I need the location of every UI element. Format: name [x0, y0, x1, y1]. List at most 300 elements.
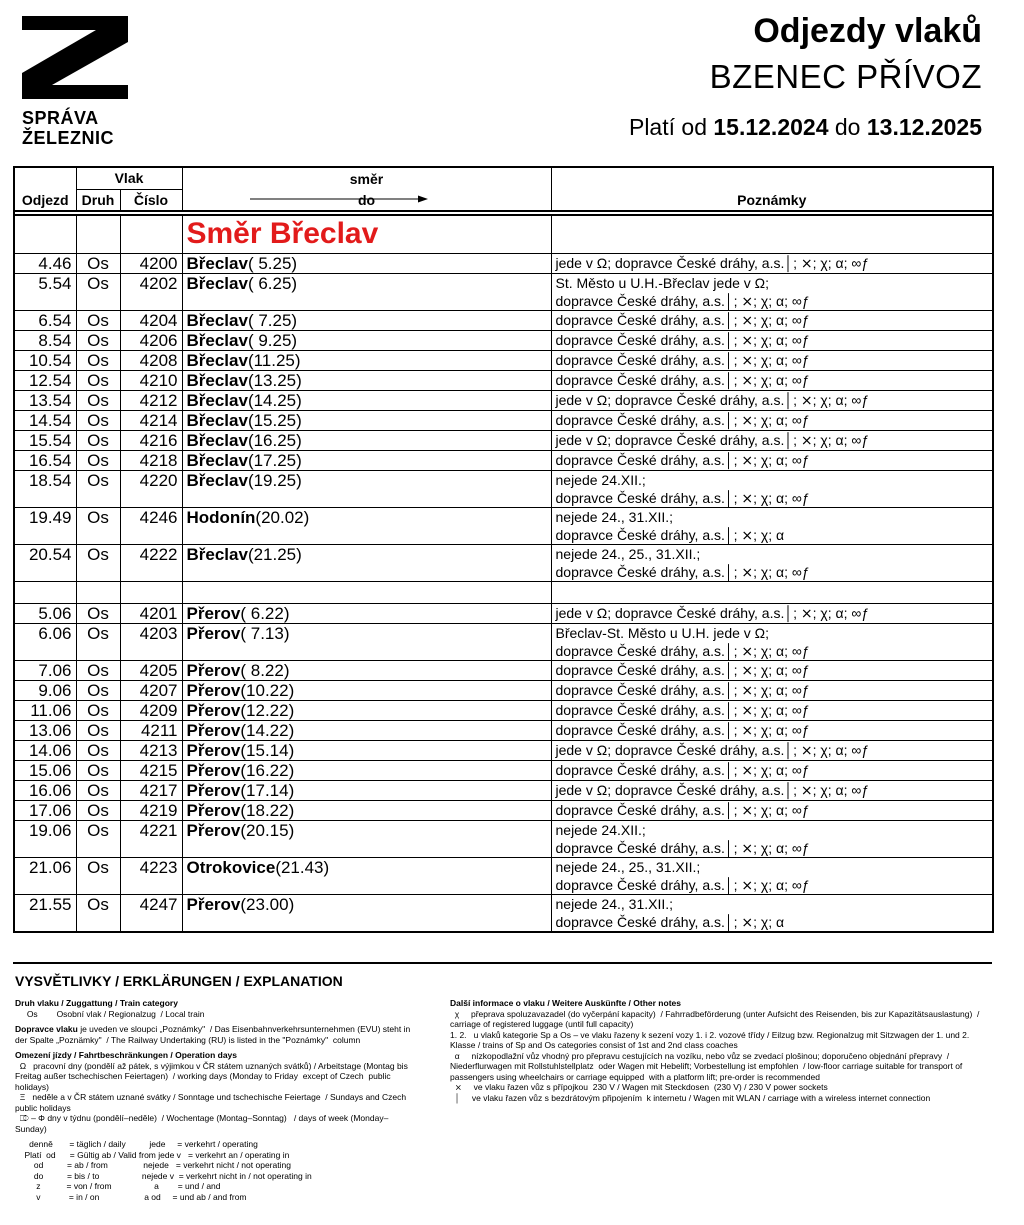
remarks [551, 720, 993, 740]
departure-time: 16.54 [14, 450, 76, 470]
train-category: Os [76, 857, 120, 894]
arrival-time: ( 7.13) [240, 623, 290, 643]
remark-line: dopravce České dráhy, a.s.│; ⨯; χ; α; ∞ƒ [555, 839, 810, 856]
legend-item [15, 1024, 415, 1045]
destination [182, 760, 551, 780]
table-row [14, 507, 993, 544]
legend-note: α nízkopodlažní vůz vhodný pro přepravu cestujících na vozíku, nebo vůz se zvedací plošinou; doporučeno objednání přepravy / Niederflurwagen mit Rollstuhlstellplatz oder Wagen mit Hebelift; Vorbestellung ist empfohlen / low-floor carriage suitable for transport of passengers using wheelchairs or carriage equipped with a platform lift; pre-order is recommended [450, 1050, 965, 1082]
destination-name: Břeclav [186, 430, 248, 450]
departure-time: 6.54 [14, 310, 76, 330]
header-empty [14, 167, 76, 189]
arrival-time: (13.25) [247, 370, 302, 390]
legend-note: 1. 2. u vlaků kategorie Sp a Os – ve vlaku řazeny k sezení vozy 1. i 2. vozové třídy / Eilzug bzw. Regionalzug mit Sitzwagen der 1. und 2. Klasse / trains of Sp and Os categories consist of 1st and 2nd class coaches [450, 1029, 972, 1050]
departure-time: 7.06 [14, 660, 76, 680]
destination-name: Břeclav [186, 544, 248, 564]
remarks [551, 430, 993, 450]
remarks [551, 253, 993, 273]
departure-time: 5.54 [14, 273, 76, 310]
destination-name: Přerov [186, 623, 241, 643]
header-odjezd: Odjezd [14, 189, 76, 211]
train-category: Os [76, 894, 120, 932]
remark-line: dopravce České dráhy, a.s.│; ⨯; χ; α; ∞ƒ [555, 451, 810, 468]
legend-text: z = von / from a = und / and [15, 1181, 221, 1191]
train-number: 4213 [120, 740, 182, 760]
gap-cell [76, 581, 120, 603]
train-category: Os [76, 430, 120, 450]
remark-line: dopravce České dráhy, a.s.│; ⨯; χ; α [555, 526, 785, 543]
arrival-time: ( 6.22) [240, 603, 290, 623]
table-row [14, 680, 993, 700]
departure-time: 21.55 [14, 894, 76, 932]
remark-line: dopravce České dráhy, a.s.│; ⨯; χ; α; ∞ƒ [555, 801, 810, 818]
legend-left [15, 998, 415, 1202]
arrival-time: (11.25) [247, 350, 301, 370]
table-row [14, 273, 993, 310]
train-number: 4223 [120, 857, 182, 894]
train-number: 4214 [120, 410, 182, 430]
legend-text: Platí od = Gültig ab / Valid from jede v = verkehrt an / operating in [15, 1149, 290, 1160]
table-row [14, 470, 993, 507]
timetable [13, 166, 994, 933]
valid-to: 13.12.2025 [866, 114, 982, 140]
remark-line: nejede 24., 25., 31.XII.; [555, 545, 701, 562]
train-category: Os [76, 370, 120, 390]
table-row [14, 894, 993, 932]
destination-name: Břeclav [186, 450, 248, 470]
arrival-time: (16.22) [240, 760, 295, 780]
remark-line: dopravce České dráhy, a.s.│; ⨯; χ; α; ∞ƒ [555, 351, 810, 368]
destination-name: Přerov [186, 680, 241, 700]
legend-item [15, 1192, 415, 1203]
header-vlak: Vlak [76, 167, 182, 189]
train-number: 4219 [120, 800, 182, 820]
arrival-time: (17.14) [240, 780, 295, 800]
train-category: Os [76, 450, 120, 470]
departure-time: 14.54 [14, 410, 76, 430]
table-row [14, 390, 993, 410]
departure-time: 9.06 [14, 680, 76, 700]
legend-text: do = bis / to nejede v = verkehrt nicht in / not operating in [15, 1170, 312, 1181]
remarks [551, 544, 993, 581]
departure-time: 4.46 [14, 253, 76, 273]
header-do: do [182, 189, 551, 211]
arrival-time: ( 6.25) [247, 273, 298, 293]
legend-bold: Druh vlaku / Zuggattung / Train category [15, 998, 178, 1008]
train-number: 4216 [120, 430, 182, 450]
train-number: 4220 [120, 470, 182, 507]
legend-item [15, 1139, 415, 1150]
departure-time: 18.54 [14, 470, 76, 507]
destination [182, 450, 551, 470]
remarks [551, 740, 993, 760]
destination-name: Přerov [186, 760, 241, 780]
section-gap [14, 581, 993, 603]
train-category: Os [76, 470, 120, 507]
remark-line: dopravce České dráhy, a.s.│; ⨯; χ; α; ∞ƒ [555, 701, 810, 718]
legend-text: ⎄ – Φ dny v týdnu (pondělí–neděle) / Wochentage (Montag–Sonntag) / days of week (Monday–Sunday) [15, 1113, 389, 1134]
legend-item [15, 1009, 415, 1020]
table-row [14, 430, 993, 450]
valid-from: 15.12.2024 [713, 114, 829, 140]
train-number: 4207 [120, 680, 182, 700]
destination-name: Přerov [186, 720, 241, 740]
table-row [14, 820, 993, 857]
remark-line: dopravce České dráhy, a.s.│; ⨯; χ; α; ∞ƒ [555, 563, 810, 580]
train-number: 4221 [120, 820, 182, 857]
train-number: 4200 [120, 253, 182, 273]
remarks [551, 410, 993, 430]
departure-time: 15.54 [14, 430, 76, 450]
remarks [551, 450, 993, 470]
train-number: 4217 [120, 780, 182, 800]
legend-item [15, 1092, 415, 1113]
destination [182, 660, 551, 680]
arrival-time: ( 5.25) [247, 253, 298, 273]
logo-line-2: ŽELEZNIC [22, 128, 114, 148]
destination-name: Břeclav [186, 370, 248, 390]
destination [182, 603, 551, 623]
remark-line: jede v Ω; dopravce České dráhy, a.s.│; ⨯; χ; α; ∞ƒ [555, 431, 870, 448]
remark-line: nejede 24.XII.; [555, 471, 646, 488]
destination-name: Přerov [186, 660, 241, 680]
train-category: Os [76, 720, 120, 740]
destination-name: Břeclav [186, 253, 248, 273]
table-row [14, 310, 993, 330]
train-category: Os [76, 350, 120, 370]
remarks [551, 330, 993, 350]
train-number: 4222 [120, 544, 182, 581]
dir-cell [14, 215, 76, 253]
legend-right-title: Další informace o vlaku / Weitere Auskünfte / Other notes [450, 998, 681, 1008]
table-row [14, 740, 993, 760]
legend-bold: Omezení jízdy / Fahrtbeschränkungen / Operation days [15, 1050, 237, 1060]
destination [182, 544, 551, 581]
destination [182, 350, 551, 370]
remark-line: nejede 24., 25., 31.XII.; [555, 858, 701, 875]
train-number: 4206 [120, 330, 182, 350]
arrival-time: (17.25) [247, 450, 302, 470]
train-number: 4218 [120, 450, 182, 470]
arrival-time: (10.22) [240, 680, 295, 700]
destination-name: Přerov [186, 800, 241, 820]
table-row [14, 720, 993, 740]
train-category: Os [76, 623, 120, 660]
departure-time: 12.54 [14, 370, 76, 390]
table-row [14, 800, 993, 820]
remark-line: dopravce České dráhy, a.s.│; ⨯; χ; α; ∞ƒ [555, 371, 810, 388]
destination-name: Břeclav [186, 410, 248, 430]
departure-time: 15.06 [14, 760, 76, 780]
remark-line: dopravce České dráhy, a.s.│; ⨯; χ; α [555, 913, 785, 930]
remark-line: dopravce České dráhy, a.s.│; ⨯; χ; α; ∞ƒ [555, 311, 810, 328]
remark-line: jede v Ω; dopravce České dráhy, a.s.│; ⨯; χ; α; ∞ƒ [555, 741, 870, 758]
arrival-time: (15.14) [240, 740, 295, 760]
table-row [14, 780, 993, 800]
train-number: 4211 [120, 720, 182, 740]
legend-title: VYSVĚTLIVKY / ERKLÄRUNGEN / EXPLANATION [15, 973, 343, 989]
departure-time: 13.06 [14, 720, 76, 740]
destination-name: Břeclav [186, 470, 248, 490]
train-number: 4208 [120, 350, 182, 370]
remark-line: dopravce České dráhy, a.s.│; ⨯; χ; α; ∞ƒ [555, 721, 810, 738]
legend-item [15, 1061, 415, 1093]
remarks [551, 680, 993, 700]
destination [182, 470, 551, 507]
header-druh: Druh [76, 189, 120, 211]
train-category: Os [76, 680, 120, 700]
train-category: Os [76, 330, 120, 350]
table-row [14, 253, 993, 273]
table-row [14, 623, 993, 660]
destination [182, 820, 551, 857]
arrival-time: (21.25) [247, 544, 302, 564]
destination [182, 720, 551, 740]
departure-time: 16.06 [14, 780, 76, 800]
arrival-time: (12.22) [240, 700, 295, 720]
dir-cell [551, 215, 993, 253]
train-category: Os [76, 800, 120, 820]
direction-arrow-icon [250, 194, 428, 204]
dir-cell [76, 215, 120, 253]
destination-name: Přerov [186, 603, 241, 623]
train-number: 4205 [120, 660, 182, 680]
legend-item [15, 1113, 415, 1134]
remark-line: dopravce České dráhy, a.s.│; ⨯; χ; α; ∞ƒ [555, 292, 810, 309]
page-title: Odjezdy vlaků [753, 12, 982, 50]
dir-cell [120, 215, 182, 253]
destination [182, 253, 551, 273]
destination [182, 894, 551, 932]
remarks [551, 700, 993, 720]
destination [182, 780, 551, 800]
train-number: 4246 [120, 507, 182, 544]
gap-cell [120, 581, 182, 603]
remarks [551, 370, 993, 390]
train-category: Os [76, 740, 120, 760]
legend-note: χ přeprava spoluzavazadel (do vyčerpání kapacity) / Fahrradbeförderung (unter Aufsicht des Reisenden, bis zur Kapazitätsauslastung) / carriage of registered luggage (until full capacity) [450, 1008, 982, 1029]
remarks [551, 660, 993, 680]
table-row [14, 603, 993, 623]
remarks [551, 507, 993, 544]
arrival-time: (20.15) [240, 820, 295, 840]
logo-line-1: SPRÁVA [22, 108, 99, 128]
arrival-time: ( 8.22) [240, 660, 290, 680]
train-number: 4212 [120, 390, 182, 410]
remark-line: dopravce České dráhy, a.s.│; ⨯; χ; α; ∞ƒ [555, 331, 810, 348]
remarks [551, 800, 993, 820]
train-category: Os [76, 410, 120, 430]
header-poznamky: Poznámky [551, 189, 993, 211]
gap-cell [551, 581, 993, 603]
remark-line: dopravce České dráhy, a.s.│; ⨯; χ; α; ∞ƒ [555, 661, 810, 678]
legend-divider [13, 962, 992, 964]
destination-name: Přerov [186, 780, 241, 800]
train-number: 4209 [120, 700, 182, 720]
arrival-time: (19.25) [247, 470, 302, 490]
destination-name: Přerov [186, 894, 241, 914]
destination-name: Hodonín [186, 507, 256, 527]
train-number: 4203 [120, 623, 182, 660]
legend-item [15, 1150, 415, 1161]
remarks [551, 857, 993, 894]
destination [182, 430, 551, 450]
remark-line: jede v Ω; dopravce České dráhy, a.s.│; ⨯; χ; α; ∞ƒ [555, 604, 870, 621]
remark-line: dopravce České dráhy, a.s.│; ⨯; χ; α; ∞ƒ [555, 642, 810, 659]
remark-line: jede v Ω; dopravce České dráhy, a.s.│; ⨯; χ; α; ∞ƒ [555, 391, 870, 408]
train-number: 4215 [120, 760, 182, 780]
arrival-time: (21.43) [275, 857, 330, 877]
table-row [14, 410, 993, 430]
station-name: BZENEC PŘÍVOZ [709, 58, 982, 95]
valid-mid: do [834, 114, 861, 140]
train-category: Os [76, 780, 120, 800]
remark-line: dopravce České dráhy, a.s.│; ⨯; χ; α; ∞ƒ [555, 876, 810, 893]
train-number: 4204 [120, 310, 182, 330]
destination-name: Břeclav [186, 310, 248, 330]
table-row [14, 330, 993, 350]
destination [182, 390, 551, 410]
train-number: 4202 [120, 273, 182, 310]
destination-name: Břeclav [186, 273, 248, 293]
legend-text: Os Osobní vlak / Regionalzug / Local train [15, 1008, 205, 1019]
legend-item [15, 998, 415, 1009]
destination [182, 410, 551, 430]
destination-name: Přerov [186, 820, 241, 840]
header-cislo: Číslo [120, 189, 182, 211]
train-category: Os [76, 603, 120, 623]
remarks [551, 820, 993, 857]
destination-name: Otrokovice [186, 857, 276, 877]
direction-title: Směr Břeclav [182, 215, 551, 253]
table-row [14, 350, 993, 370]
destination [182, 507, 551, 544]
remark-line: dopravce České dráhy, a.s.│; ⨯; χ; α; ∞ƒ [555, 489, 810, 506]
destination [182, 370, 551, 390]
train-category: Os [76, 390, 120, 410]
table-row [14, 660, 993, 680]
table-row [14, 760, 993, 780]
remark-line: St. Město u U.H.-Břeclav jede v Ω; [555, 274, 770, 291]
remarks [551, 780, 993, 800]
header-empty-2 [551, 167, 993, 189]
valid-prefix: Platí od [628, 114, 707, 140]
train-category: Os [76, 544, 120, 581]
departure-time: 8.54 [14, 330, 76, 350]
remark-line: jede v Ω; dopravce České dráhy, a.s.│; ⨯; χ; α; ∞ƒ [555, 781, 870, 798]
destination-name: Břeclav [186, 330, 248, 350]
train-number: 4201 [120, 603, 182, 623]
destination-name: Přerov [186, 740, 241, 760]
legend-item [15, 1160, 415, 1171]
arrival-time: (23.00) [240, 894, 295, 914]
arrival-time: ( 9.25) [247, 330, 298, 350]
remark-line: nejede 24.XII.; [555, 821, 646, 838]
arrival-time: (14.25) [247, 390, 302, 410]
train-category: Os [76, 310, 120, 330]
gap-cell [182, 581, 551, 603]
train-category: Os [76, 273, 120, 310]
destination [182, 310, 551, 330]
remark-line: nejede 24., 31.XII.; [555, 508, 674, 525]
destination-name: Břeclav [186, 390, 248, 410]
destination [182, 800, 551, 820]
arrival-time: (14.22) [240, 720, 295, 740]
remark-line: dopravce České dráhy, a.s.│; ⨯; χ; α; ∞ƒ [555, 761, 810, 778]
legend-bold: Dopravce vlaku [15, 1024, 78, 1034]
train-category: Os [76, 507, 120, 544]
destination [182, 330, 551, 350]
destination [182, 857, 551, 894]
gap-cell [14, 581, 76, 603]
train-category: Os [76, 820, 120, 857]
destination [182, 700, 551, 720]
remarks [551, 623, 993, 660]
legend-text: je uveden ve sloupci „Poznámky" / Das Eisenbahnverkehrsunternehmen (EVU) steht in der Spalte „Poznämky" / The Railway Undertaking (RU) is listed in the "Poznámky" column [15, 1024, 413, 1045]
remark-line: dopravce České dráhy, a.s.│; ⨯; χ; α; ∞ƒ [555, 681, 810, 698]
departure-time: 14.06 [14, 740, 76, 760]
departure-time: 13.54 [14, 390, 76, 410]
remarks [551, 603, 993, 623]
destination-name: Přerov [186, 700, 241, 720]
departure-time: 21.06 [14, 857, 76, 894]
destination [182, 680, 551, 700]
departure-time: 10.54 [14, 350, 76, 370]
logo-wordmark [22, 108, 114, 148]
legend-item [15, 1181, 415, 1192]
remarks [551, 390, 993, 410]
table-row [14, 857, 993, 894]
timetable-body [14, 215, 993, 932]
train-number: 4210 [120, 370, 182, 390]
table-row [14, 544, 993, 581]
arrival-time: (20.02) [255, 507, 310, 527]
departure-time: 5.06 [14, 603, 76, 623]
departure-time: 6.06 [14, 623, 76, 660]
remark-line: nejede 24., 31.XII.; [555, 895, 674, 912]
train-number: 4247 [120, 894, 182, 932]
remarks [551, 894, 993, 932]
legend-note: │ ve vlaku řazen vůz s bezdrátovým připojením k internetu / Wagen mit WLAN / carriage with a wireless internet connection [450, 1092, 931, 1103]
departure-time: 20.54 [14, 544, 76, 581]
remarks [551, 760, 993, 780]
legend-right [450, 998, 990, 1103]
legend-item [15, 1171, 415, 1182]
destination [182, 273, 551, 310]
train-category: Os [76, 660, 120, 680]
legend-text: od = ab / from nejede = verkehrt nicht / not operating [15, 1160, 291, 1170]
validity-period [629, 114, 982, 141]
departure-time: 17.06 [14, 800, 76, 820]
remark-line: dopravce České dráhy, a.s.│; ⨯; χ; α; ∞ƒ [555, 411, 810, 428]
legend-text: Ω pracovní dny (pondělí až pátek, s výjimkou v ČR státem uznaných svátků) / Arbeitstage (Montag bis Freitag außer tschechischen Feiertagen) / working days (Monday to Friday except of Czech public holidays) [15, 1060, 411, 1092]
remark-line: Břeclav-St. Město u U.H. jede v Ω; [555, 624, 770, 641]
remark-line: jede v Ω; dopravce České dráhy, a.s.│; ⨯; χ; α; ∞ƒ [555, 254, 870, 271]
arrival-time: (16.25) [247, 430, 302, 450]
legend-item [15, 1050, 415, 1061]
departure-time: 19.06 [14, 820, 76, 857]
remarks [551, 350, 993, 370]
remarks [551, 470, 993, 507]
table-row [14, 370, 993, 390]
legend-text: v = in / on a od = und ab / and from [15, 1191, 247, 1202]
arrival-time: (18.22) [240, 800, 295, 820]
legend-note: ⨯ ve vlaku řazen vůz s přípojkou 230 V / Wagen mit Steckdosen (230 V) / 230 V power sockets [450, 1082, 828, 1092]
train-category: Os [76, 253, 120, 273]
legend-text: Ξ neděle a v ČR státem uznané svátky / Sonntage und tschechische Feiertage / Sundays and Czech public holidays [15, 1092, 409, 1113]
legend-text: denně = täglich / daily jede = verkehrt / operating [15, 1139, 258, 1149]
departure-time: 11.06 [14, 700, 76, 720]
arrival-time: ( 7.25) [247, 310, 298, 330]
